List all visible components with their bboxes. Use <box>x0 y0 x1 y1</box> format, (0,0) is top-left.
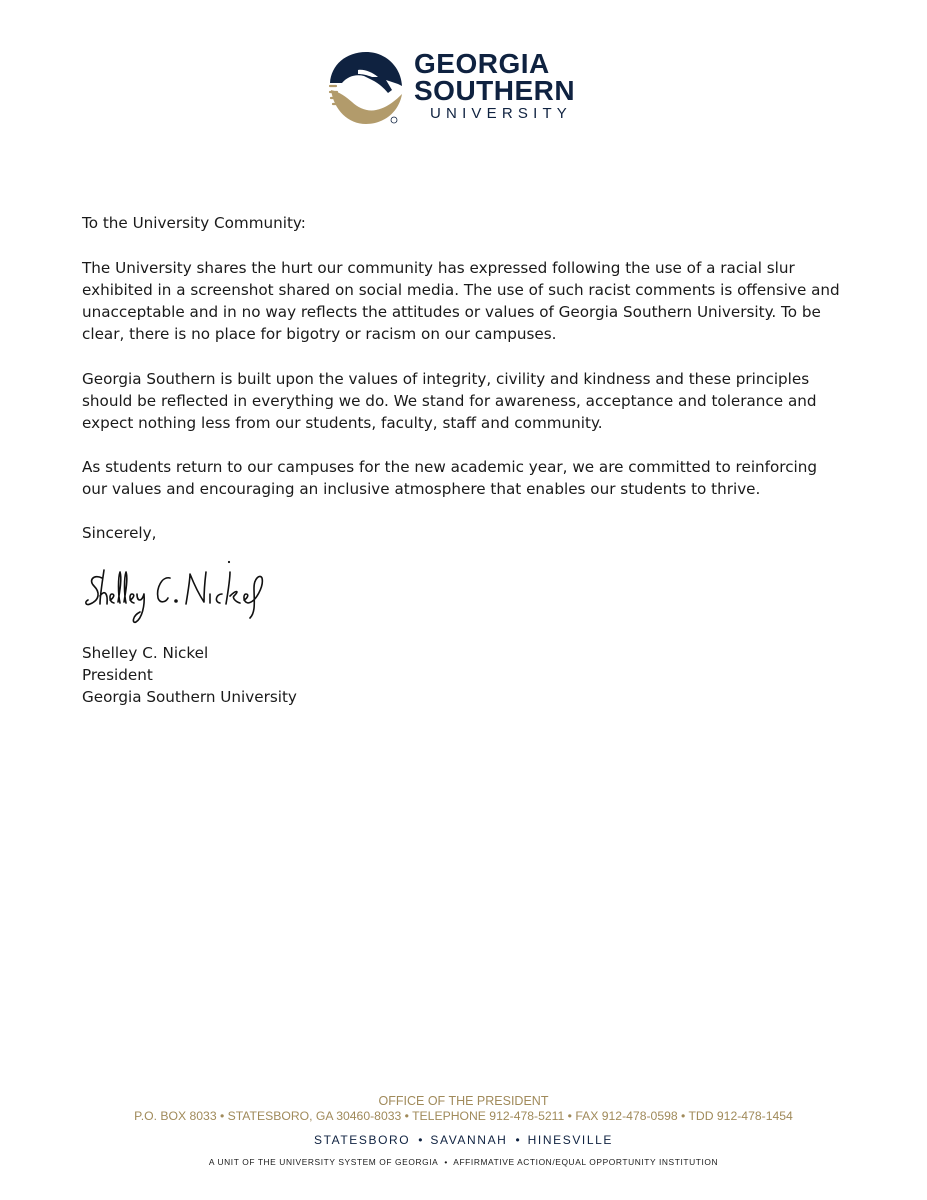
campus-separator: • <box>515 1133 520 1147</box>
campus-savannah: SAVANNAH <box>430 1133 508 1147</box>
footer-usg-line <box>0 1157 927 1167</box>
signer-name: Shelley C. Nickel <box>82 644 209 662</box>
body-paragraph: As students return to our campuses for the new academic year, we are committed to reinforcing our values and encouraging an inclusive atmosphere that enables our students to thrive. <box>82 458 818 498</box>
logo-line-university: UNIVERSITY <box>430 105 573 122</box>
logo-line-southern: SOUTHERN <box>414 75 576 106</box>
closing: Sincerely, <box>82 524 157 542</box>
body-paragraph: The University shares the hurt our community has expressed following the use of a racial slur exhibited in a screenshot shared on social media. The use of such racist comments is offensive and unacceptable and in no way reflects the attitudes or values of Georgia Southern University. To be clear, there is no place for bigotry or racism on our campuses. <box>82 259 840 343</box>
footer-campuses <box>0 1133 927 1147</box>
signer-title: President <box>82 666 153 684</box>
footer-office: OFFICE OF THE PRESIDENT <box>378 1094 549 1108</box>
campus-separator: • <box>418 1133 423 1147</box>
signer-block <box>82 642 297 708</box>
signature-image <box>84 556 284 634</box>
usg-separator: • <box>444 1157 448 1167</box>
eagle-head-icon <box>328 50 404 126</box>
campus-hinesville: HINESVILLE <box>527 1133 614 1147</box>
campus-statesboro: STATESBORO <box>313 1133 411 1147</box>
usg-unit-text: A UNIT OF THE UNIVERSITY SYSTEM OF GEORGIA <box>208 1157 439 1167</box>
signer-organization: Georgia Southern University <box>82 688 297 706</box>
usg-eeo-text: AFFIRMATIVE ACTION/EQUAL OPPORTUNITY INSTITUTION <box>453 1157 719 1167</box>
letterhead <box>328 50 598 128</box>
body-paragraph: Georgia Southern is built upon the values of integrity, civility and kindness and these principles should be reflected in everything we do. We stand for awareness, acceptance and tolerance and expect nothing less from our students, faculty, staff and community. <box>82 370 817 432</box>
salutation: To the University Community: <box>82 214 306 232</box>
footer-address: P.O. BOX 8033 • STATESBORO, GA 30460-8033 • TELEPHONE 912-478-5211 • FAX 912-478-0598 • TDD 912-478-1454 <box>134 1109 793 1123</box>
logo-line-georgia: GEORGIA <box>414 48 550 79</box>
